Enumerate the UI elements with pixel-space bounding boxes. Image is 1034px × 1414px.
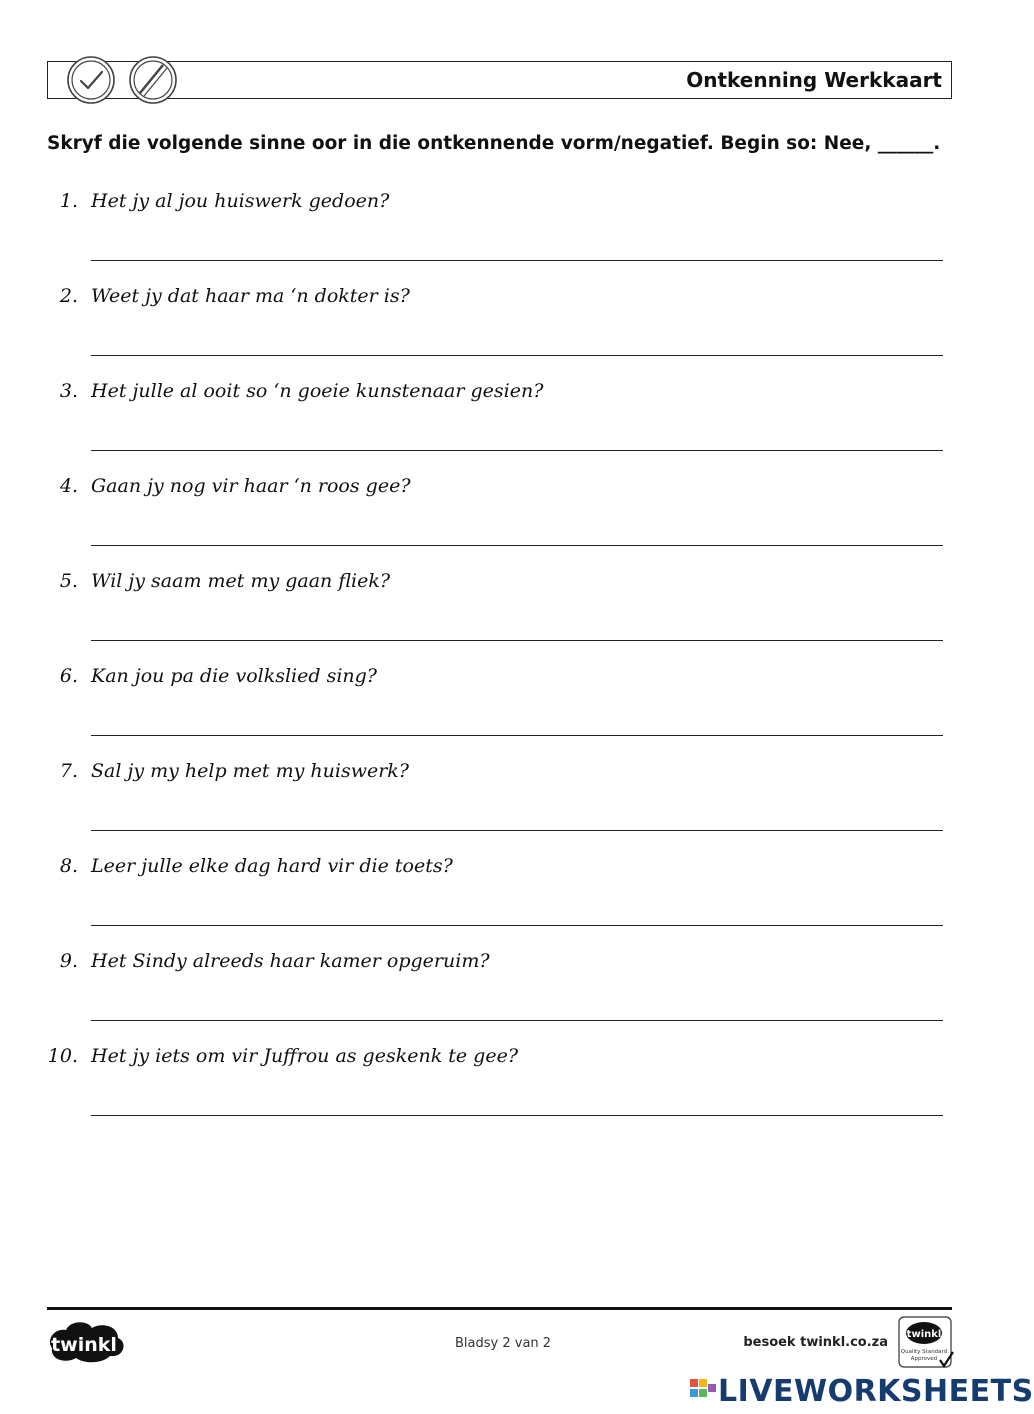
twinkl-logo xyxy=(44,1318,128,1366)
answer-line[interactable] xyxy=(91,450,943,451)
svg-text:twinkl: twinkl xyxy=(906,1329,942,1340)
question-text: Wil jy saam met my gaan fliek? xyxy=(91,570,391,592)
svg-text:Approved: Approved xyxy=(910,1356,938,1362)
svg-text:twinkl: twinkl xyxy=(51,1334,117,1356)
instruction-text: Skryf die volgende sinne oor in die ontkennende vorm/negatief. Begin so: Nee, ______. xyxy=(47,133,941,154)
check-circle-icon xyxy=(66,55,116,105)
answer-line[interactable] xyxy=(91,1115,943,1116)
question-text: Weet jy dat haar ma ‘n dokter is? xyxy=(91,285,410,307)
question-text: Leer julle elke dag hard vir die toets? xyxy=(91,855,453,877)
question-text: Sal jy my help met my huiswerk? xyxy=(91,760,409,782)
question-text: Het julle al ooit so ‘n goeie kunstenaar gesien? xyxy=(91,380,544,402)
liveworksheets-watermark: LIVEWORKSHEETS xyxy=(718,1374,1034,1409)
question-number: 9. xyxy=(59,950,78,972)
answer-line[interactable] xyxy=(91,735,943,736)
answer-line[interactable] xyxy=(91,925,943,926)
question-text: Het jy al jou huiswerk gedoen? xyxy=(91,190,390,212)
question-number: 2. xyxy=(59,285,78,307)
footer-divider xyxy=(47,1307,952,1310)
question-number: 1. xyxy=(59,190,78,212)
page-title: Ontkenning Werkkaart xyxy=(686,68,942,92)
answer-line[interactable] xyxy=(91,1020,943,1021)
liveworksheets-logo-icon xyxy=(690,1377,718,1403)
svg-text:Quality Standard: Quality Standard xyxy=(900,1349,948,1355)
question-text: Gaan jy nog vir haar ‘n roos gee? xyxy=(91,475,411,497)
page-number: Bladsy 2 van 2 xyxy=(455,1336,552,1351)
question-number: 3. xyxy=(59,380,78,402)
answer-line[interactable] xyxy=(91,545,943,546)
question-text: Het Sindy alreeds haar kamer opgeruim? xyxy=(91,950,490,972)
quality-badge xyxy=(898,1316,954,1370)
question-number: 4. xyxy=(59,475,78,497)
question-number: 8. xyxy=(59,855,78,877)
no-entry-circle-icon xyxy=(128,55,178,105)
question-number: 10. xyxy=(47,1045,78,1067)
question-number: 5. xyxy=(59,570,78,592)
answer-line[interactable] xyxy=(91,640,943,641)
question-text: Kan jou pa die volkslied sing? xyxy=(91,665,377,687)
question-text: Het jy iets om vir Juffrou as geskenk te gee? xyxy=(91,1045,519,1067)
answer-line[interactable] xyxy=(91,830,943,831)
answer-line[interactable] xyxy=(91,260,943,261)
question-number: 7. xyxy=(59,760,78,782)
website-link[interactable]: besoek twinkl.co.za xyxy=(743,1335,888,1350)
answer-line[interactable] xyxy=(91,355,943,356)
question-number: 6. xyxy=(59,665,78,687)
